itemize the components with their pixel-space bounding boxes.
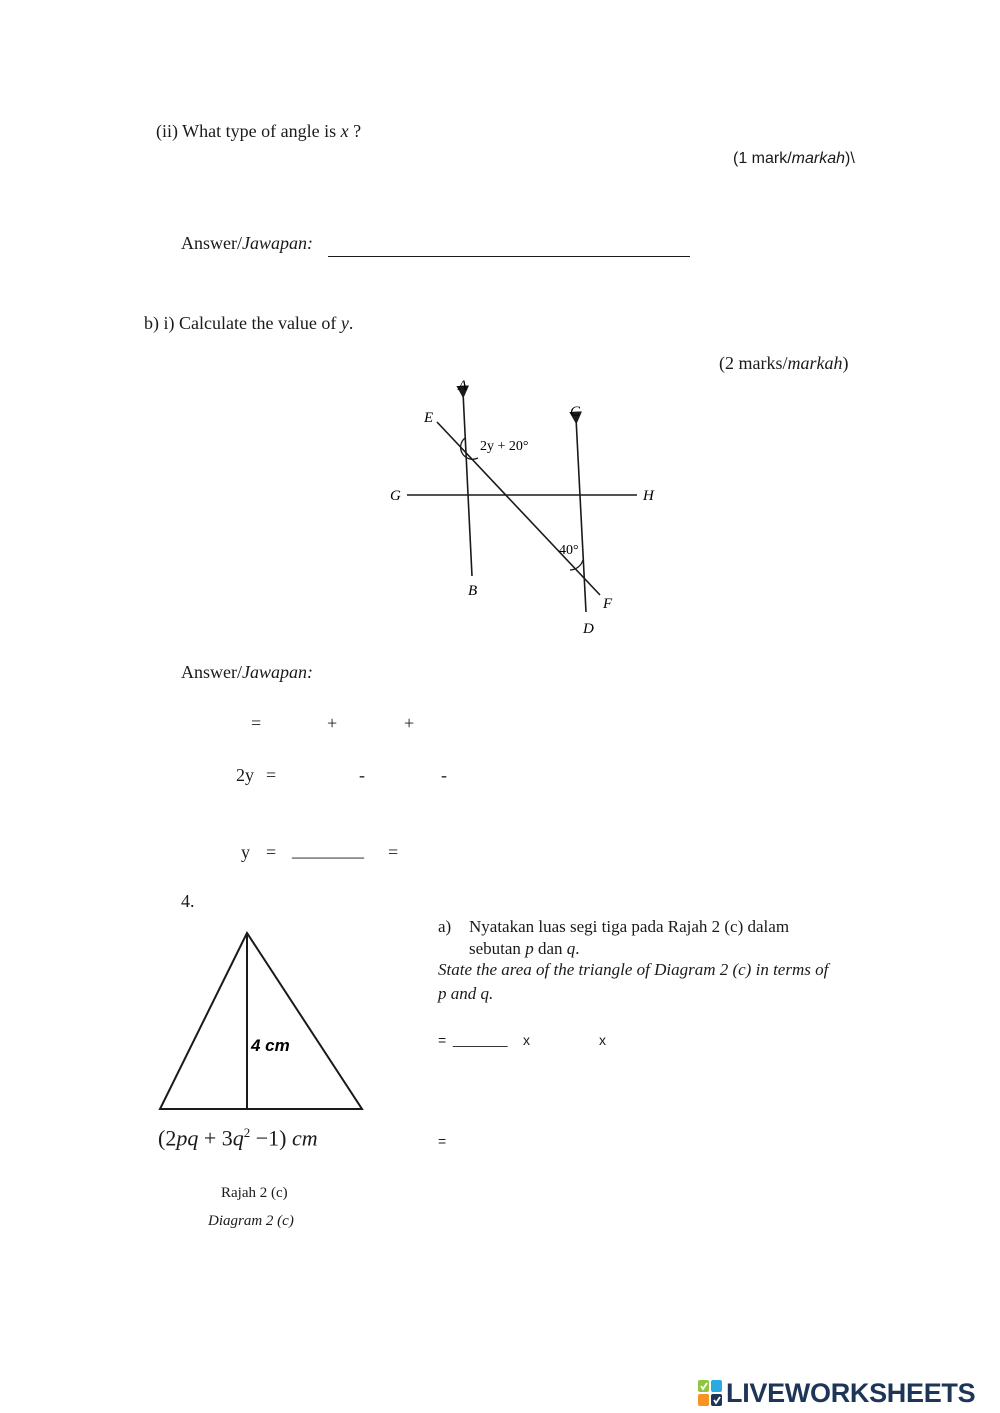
working-input-1b[interactable] (345, 711, 400, 731)
working-input-denominator[interactable] (294, 866, 372, 886)
calc-times-2: x (599, 1032, 606, 1048)
working-input-1c[interactable] (422, 711, 477, 731)
english-line-2: p and q. (438, 984, 494, 1003)
parallel-lines-diagram (380, 370, 670, 645)
triangle-diagram (150, 925, 380, 1120)
question-3b-i: b) i) Calculate the value of y. (144, 313, 354, 333)
working-minus-2: - (441, 765, 447, 785)
working-eq-3: = (266, 842, 277, 862)
angle-label-top: 2y + 20° (480, 439, 529, 454)
part-a-letter: a) (438, 917, 452, 936)
working-lhs-2: 2y (236, 765, 254, 785)
working-plus-1: + (327, 713, 338, 733)
question-3a-ii: (ii) What type of angle is x ? (156, 121, 362, 141)
label-e: E (424, 410, 434, 426)
caption-english: Diagram 2 (c) (208, 1213, 294, 1229)
working-eq-3b: = (388, 842, 399, 862)
marks-1: (1 mark/markah)\ (733, 150, 855, 167)
malay-line-2: sebutan p dan q. (469, 939, 580, 958)
calc-input-denominator[interactable] (455, 1053, 515, 1073)
calc-input-numerator[interactable] (455, 1008, 515, 1028)
working-input-2a[interactable] (285, 763, 350, 783)
marks-2: (2 marks/markah) (719, 353, 849, 373)
calc-fraction-bar: _______ (453, 1031, 508, 1047)
calc-eq-1: = (438, 1032, 447, 1048)
working-eq-2: = (266, 765, 277, 785)
english-line-1: State the area of the triangle of Diagram 2 (c) in terms of (438, 960, 829, 979)
calc-input-factor-2[interactable] (614, 1030, 814, 1050)
calc-input-result[interactable] (455, 1131, 815, 1151)
question-4-number: 4. (181, 891, 195, 911)
line-cd (576, 418, 586, 612)
answer-line-3a-ii: Answer/Jawapan: (181, 233, 313, 253)
fraction-bar: ________ (292, 840, 364, 860)
label-b: B (468, 583, 478, 599)
label-a: A (458, 378, 468, 394)
working-lhs-3: y (241, 842, 250, 862)
calc-times-1: x (523, 1032, 530, 1048)
liveworksheets-logo[interactable] (698, 1378, 975, 1408)
malay-line-1: Nyatakan luas segi tiga pada Rajah 2 (c) dalam (469, 917, 790, 936)
label-h: H (643, 488, 654, 504)
triangle-base-label: $(2pq + 3q^2 -1)$ cm (158, 1125, 318, 1151)
line-ab (463, 392, 472, 576)
label-d: D (583, 621, 594, 637)
liveworksheets-logo-icon (698, 1380, 722, 1406)
label-g: G (390, 488, 401, 504)
triangle-shape (160, 933, 362, 1109)
angle-label-bottom: 40° (559, 543, 579, 558)
answer-input-3a-ii[interactable] (328, 236, 690, 257)
working-plus-2: + (404, 713, 415, 733)
liveworksheets-logo-text: LIVEWORKSHEETS (726, 1377, 976, 1408)
calc-eq-2: = (438, 1133, 447, 1149)
answer-label-3b: Answer/Jawapan: (181, 662, 313, 682)
working-input-1a[interactable] (270, 711, 325, 731)
label-f: F (603, 596, 613, 612)
height-label: 4 cm (251, 1036, 290, 1055)
working-input-2b[interactable] (372, 763, 432, 783)
label-c: C (570, 404, 581, 420)
caption-malay: Rajah 2 (c) (221, 1185, 288, 1201)
working-input-numerator[interactable] (294, 818, 372, 838)
working-input-3-result[interactable] (410, 840, 490, 860)
working-minus-1: - (359, 765, 365, 785)
calc-input-factor-1[interactable] (538, 1030, 596, 1050)
working-eq-1: = (251, 713, 262, 733)
